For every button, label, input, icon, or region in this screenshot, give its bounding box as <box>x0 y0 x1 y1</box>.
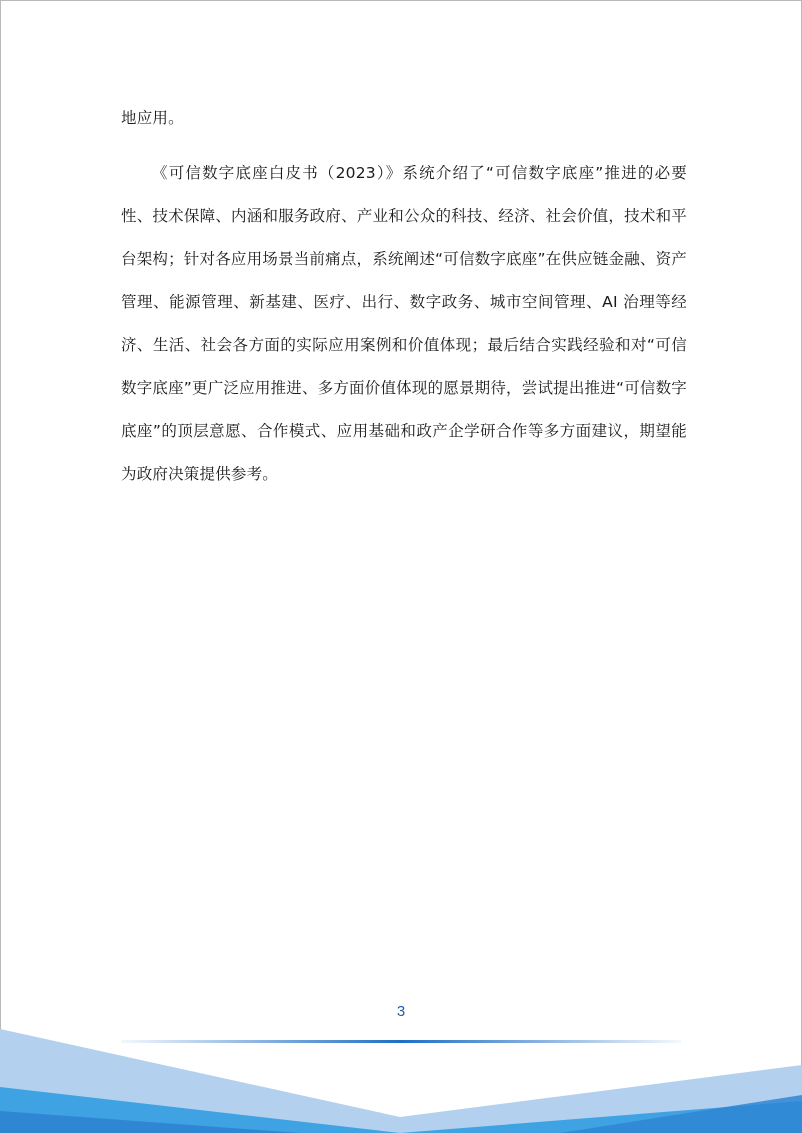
opening-line: 地应用。 <box>121 109 184 127</box>
page-number: 3 <box>396 1003 406 1020</box>
main-paragraph: 《可信数字底座白皮书（2023）》系统介绍了“可信数字底座”推进的必要性、技术保障、内涵和服务政府、产业和公众的科技、经济、社会价值，技术和平台架构；针对各应用场景当前痛点，系统阐述“可信数字底座”在供应链金融、资产管理、能源管理、新基建、医疗、出行、数字政务、城市空间管理、AI 治理等经济、生活、社会各方面的实际应用案例和价值体现；最后结合实践经验和对“可信数字底座”更广泛应用推进、多方面价值体现的愿景期待，尝试提出推进“可信数字底座”的顶层意愿、合作模式、应用基础和政产企学研合作等多方面建议，期望能为政府决策提供参考。 <box>121 164 687 483</box>
body-text <box>121 103 687 496</box>
footer-wave-decoration <box>0 1029 802 1133</box>
